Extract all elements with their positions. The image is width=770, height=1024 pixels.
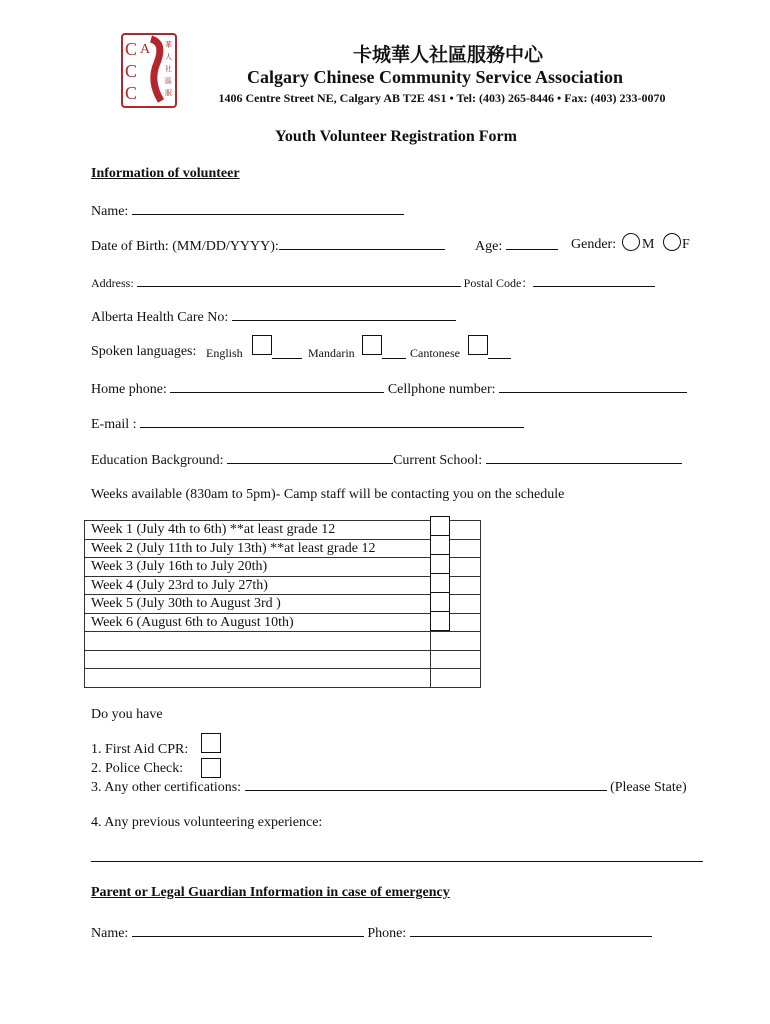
week-5-checkbox[interactable] [430,592,450,612]
home-phone-label: Home phone: [91,382,167,397]
guardian-name-label: Name: [91,926,129,941]
week-label: Week 4 (July 23rd to July 27th) [85,576,431,595]
health-care-label: Alberta Health Care No: [91,310,229,325]
week-row [85,650,481,669]
gender-m-label: M [642,237,655,252]
police-check-label: 2. Police Check: [91,761,184,776]
week-label: Week 2 (July 11th to July 13th) **at least grade 12 [85,539,431,558]
name-field[interactable] [132,202,404,215]
lang-mandarin-checkbox[interactable] [362,335,382,355]
first-aid-label: 1. First Aid CPR: [91,742,189,757]
organization-name-chinese: 卡城華人社區服務中心 [352,44,543,66]
week-label: Week 1 (July 4th to 6th) **at least grade 12 [85,521,431,540]
week-6-checkbox[interactable] [430,611,450,631]
home-phone-field[interactable] [170,380,384,393]
gender-m-radio[interactable] [622,233,640,251]
svg-text:A: A [140,42,151,57]
postal-code-field[interactable] [533,276,655,287]
email-label: E-mail : [91,417,137,432]
guardian-row [91,924,652,942]
volunteer-experience-field[interactable] [91,861,703,862]
age-label: Age: [475,239,503,254]
lang-english-checkbox[interactable] [252,335,272,355]
volunteer-experience-label: 4. Any previous volunteering experience: [91,815,323,830]
svg-text:C: C [125,61,138,81]
cellphone-field[interactable] [499,380,687,393]
week-row [85,539,481,558]
dob-field[interactable] [279,237,445,250]
dob-row [91,237,445,255]
lang-cantonese-label: Cantonese [410,346,460,360]
guardian-name-field[interactable] [132,924,364,937]
email-row [91,415,524,433]
week-label [85,669,431,688]
name-label: Name: [91,204,129,219]
week-check-cell [431,669,481,688]
do-you-have-label: Do you have [91,707,163,722]
health-care-row [91,308,456,326]
lang-mandarin-label: Mandarin [308,346,355,360]
other-certs-field[interactable] [245,778,607,791]
email-field[interactable] [140,415,524,428]
lang-cantonese-line [488,346,511,359]
week-row [85,669,481,688]
guardian-phone-field[interactable] [410,924,652,937]
address-label: Address: [91,276,134,290]
cellphone-label: Cellphone number: [387,382,496,397]
lang-english-label: English [206,346,243,360]
education-label: Education Background: [91,453,224,468]
week-check-cell [431,650,481,669]
address-field[interactable] [137,276,461,287]
weeks-table [84,520,481,688]
week-row [85,521,481,540]
lang-cantonese-checkbox[interactable] [468,335,488,355]
week-check-cell [431,632,481,651]
week-row [85,613,481,632]
week-row [85,595,481,614]
svg-text:C: C [125,83,138,103]
week-3-checkbox[interactable] [430,554,450,574]
svg-text:社: 社 [165,65,172,73]
address-row [91,274,655,291]
postal-code-label: Postal Code： [463,276,534,290]
age-field[interactable] [506,237,558,250]
organization-name-english: Calgary Chinese Community Service Association [247,67,623,87]
name-row [91,202,404,220]
police-check-checkbox[interactable] [201,758,221,778]
current-school-label: Current School: [393,453,483,468]
please-state-label: (Please State) [610,780,687,795]
week-2-checkbox[interactable] [430,535,450,555]
section-heading-guardian: Parent or Legal Guardian Information in case of emergency [91,885,450,900]
svg-text:華: 華 [165,41,172,49]
weeks-intro: Weeks available (830am to 5pm)- Camp staff will be contacting you on the schedule [91,487,565,502]
svg-text:人: 人 [165,53,172,61]
week-label [85,632,431,651]
week-label: Week 6 (August 6th to August 10th) [85,613,431,632]
svg-text:C: C [125,39,138,59]
health-care-field[interactable] [232,308,456,321]
form-title: Youth Volunteer Registration Form [275,128,517,145]
svg-text:區: 區 [165,77,172,85]
dob-label: Date of Birth: (MM/DD/YYYY): [91,239,279,254]
week-label: Week 3 (July 16th to July 20th) [85,558,431,577]
week-row [85,576,481,595]
current-school-field[interactable] [486,451,682,464]
gender-label: Gender: [571,237,617,252]
week-1-checkbox[interactable] [430,516,450,536]
week-row [85,558,481,577]
section-heading-volunteer: Information of volunteer [91,166,240,181]
education-field[interactable] [227,451,393,464]
other-certs-label: 3. Any other certifications: [91,780,242,795]
guardian-phone-label: Phone: [367,926,407,941]
phone-row [91,380,687,398]
gender-f-radio[interactable] [663,233,681,251]
organization-address: 1406 Centre Street NE, Calgary AB T2E 4S1 • Tel: (403) 265-8446 • Fax: (403) 233-0070 [218,91,666,105]
other-certs-row [91,778,687,796]
first-aid-checkbox[interactable] [201,733,221,753]
spoken-languages-label: Spoken languages: [91,344,197,359]
education-row [91,451,682,469]
gender-f-label: F [682,237,690,252]
week-label: Week 5 (July 30th to August 3rd ) [85,595,431,614]
lang-mandarin-line [382,346,406,359]
svg-text:服: 服 [165,89,172,97]
week-label [85,650,431,669]
week-4-checkbox[interactable] [430,573,450,593]
lang-english-line [272,346,302,359]
week-row [85,632,481,651]
age-row [475,237,558,255]
